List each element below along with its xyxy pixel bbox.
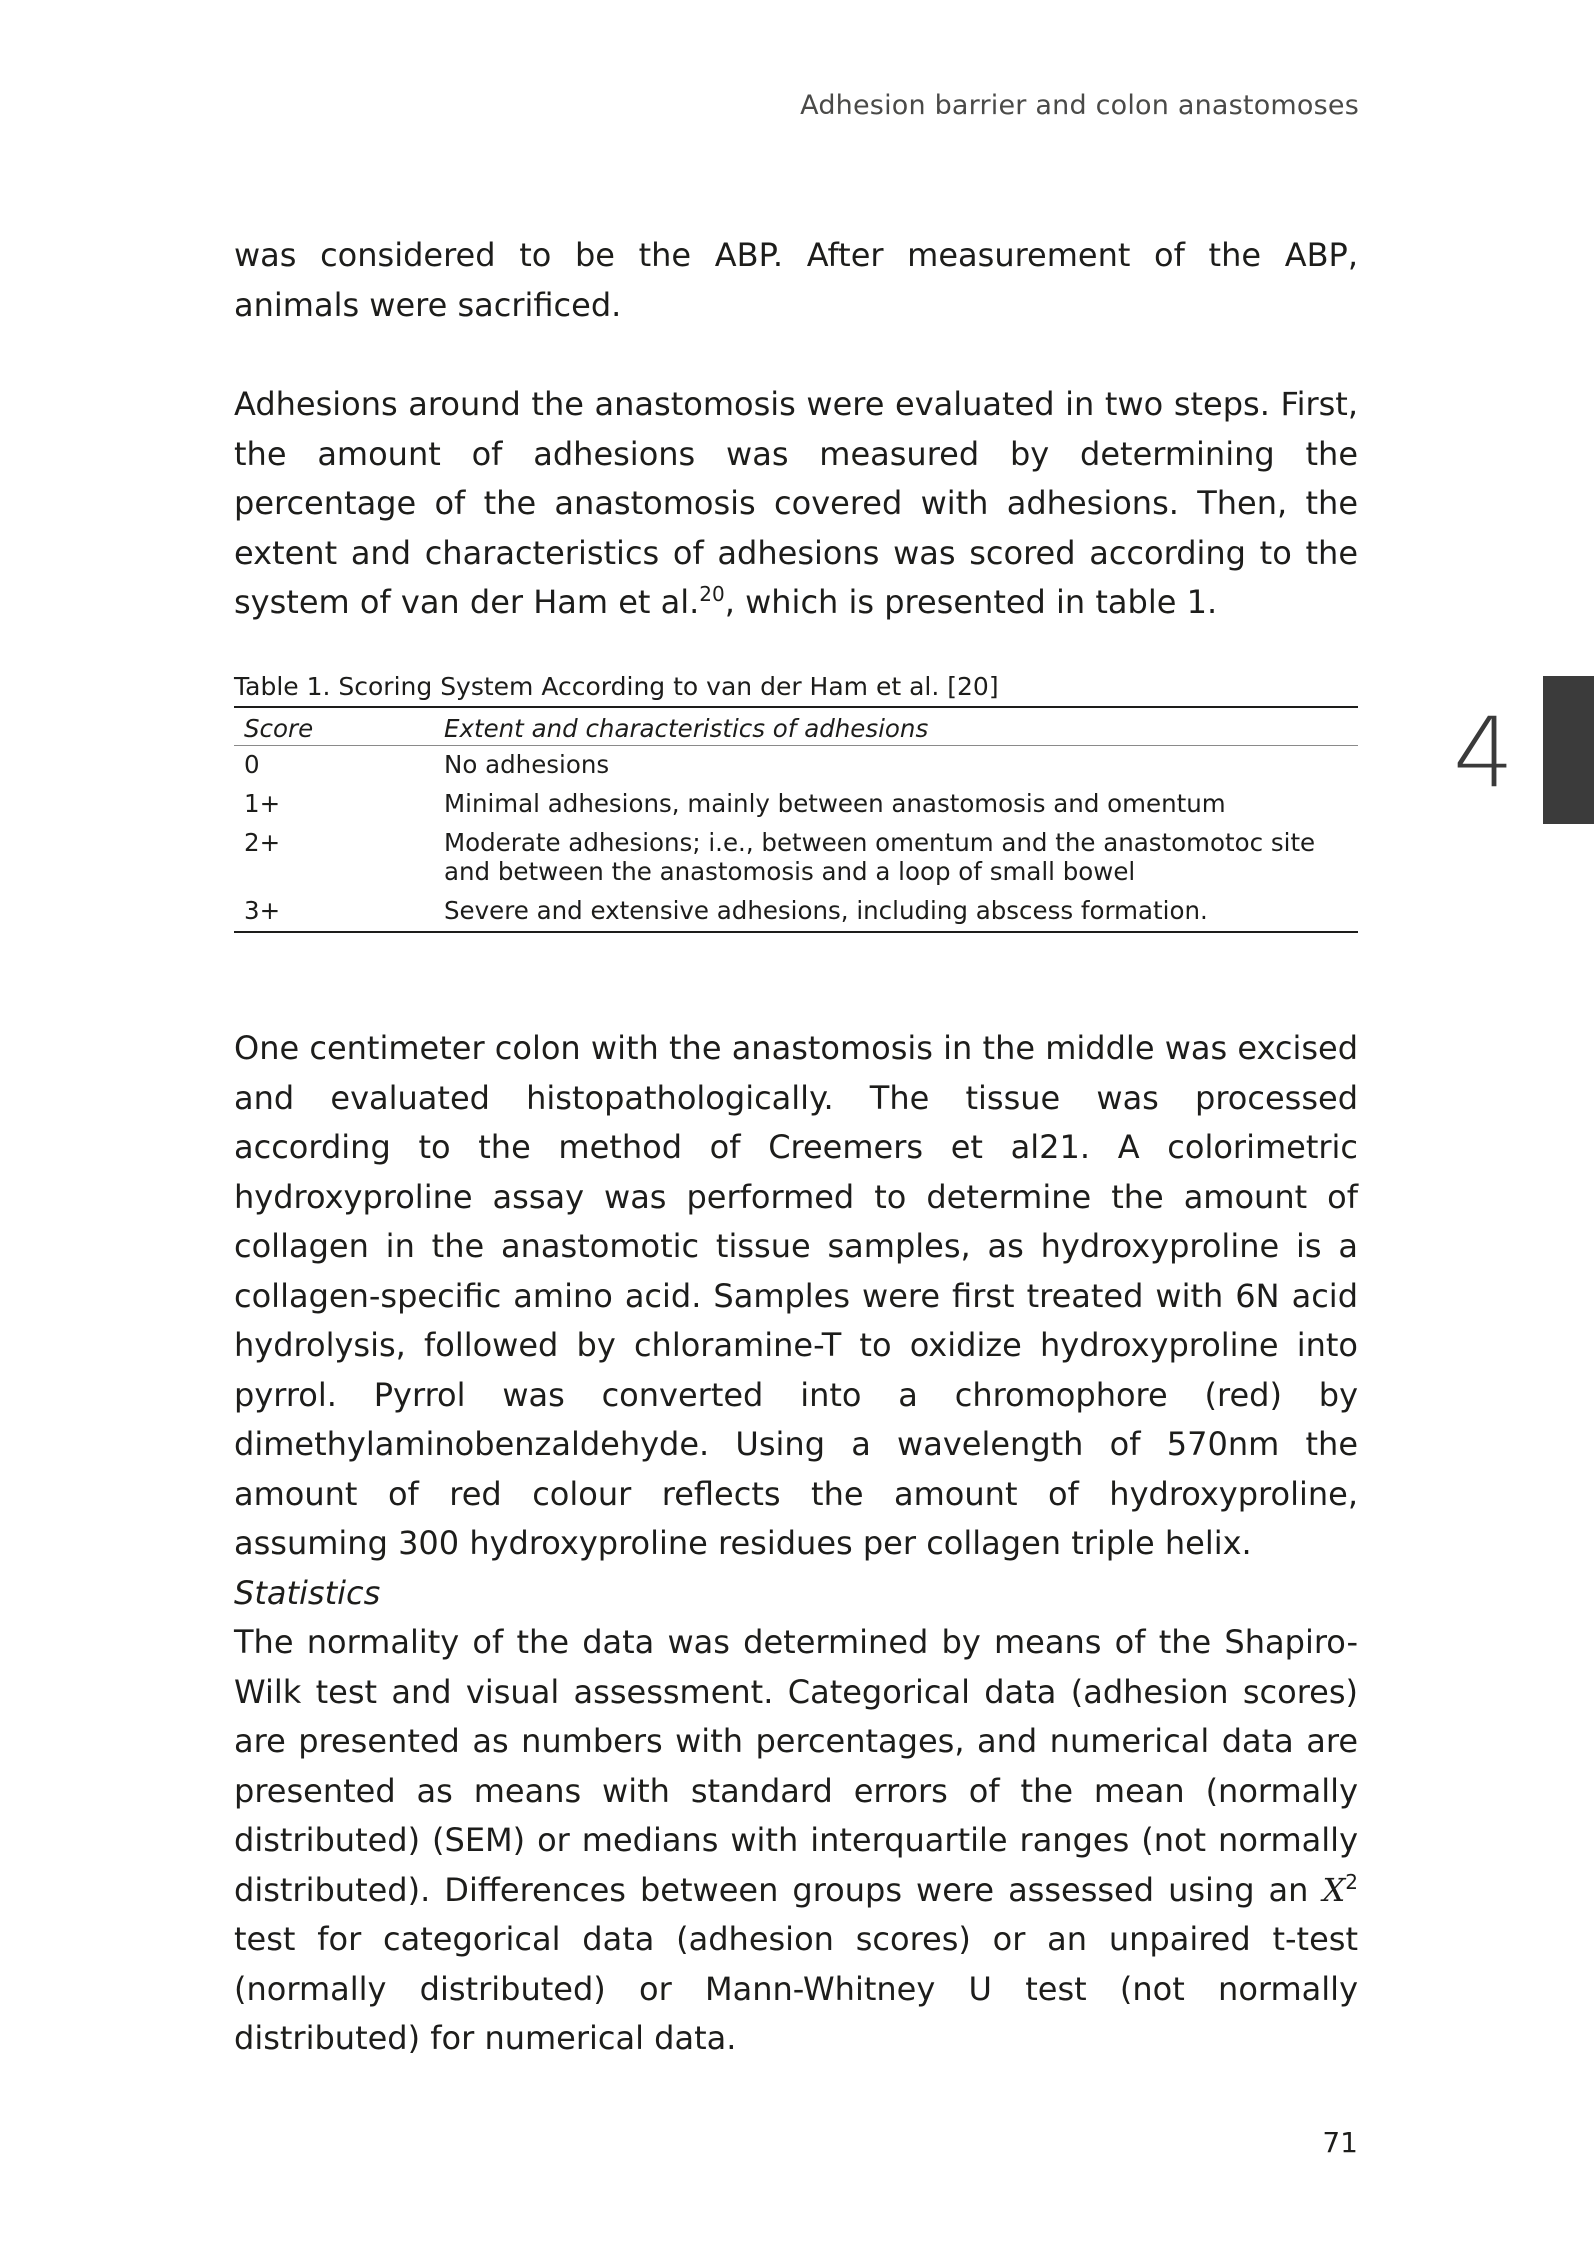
header-extent: Extent and characteristics of adhesions [434, 707, 1358, 746]
table-header-row [234, 707, 1358, 746]
chapter-tab-marker [1543, 676, 1594, 824]
description-cell: No adhesions [444, 750, 610, 779]
chi-square-symbol: X [1322, 1870, 1346, 1909]
chapter-number: 4 [1453, 697, 1515, 809]
paragraph-statistics-text: The normality of the data was determined by means of the Shapiro-Wilk test and visual assessment. Categorical data (adhesion scores) are presented as numbers with percentages, and numerical data are presented as means with standard errors of the mean (normally distributed) (SEM) or medians with interquartile ranges (not normally distributed). Differences between groups were assessed using an [234, 1623, 1358, 1909]
table-row [234, 824, 1358, 892]
statistics-heading: Statistics [234, 1574, 381, 1612]
description-cell: Minimal adhesions, mainly between anastomosis and omentum [444, 789, 1226, 818]
table-row [234, 785, 1358, 824]
table-row [234, 746, 1358, 786]
score-cell: 2+ [244, 828, 281, 857]
running-head: Adhesion barrier and colon anastomoses [800, 90, 1359, 121]
table-row [234, 892, 1358, 932]
score-cell: 3+ [234, 892, 434, 932]
chi-square-exponent: 2 [1345, 1869, 1358, 1894]
reference-superscript: 20 [699, 582, 725, 606]
description-cell: Severe and extensive adhesions, including abscess formation. [434, 892, 1358, 932]
scoring-table [234, 706, 1358, 933]
paragraph-adhesions-tail: , which is presented in table 1. [724, 583, 1218, 621]
page-number: 71 [1322, 2126, 1358, 2159]
paragraph-histopathology: One centimeter colon with the anastomosis in the middle was excised and evaluated histopathologically. The tissue was processed according to the method of Creemers et al21. A colorimetric hydroxyproline assay was performed to determine the amount of collagen in the anastomotic tissue samples, as hydroxyproline is a collagen-specific amino acid. Samples were first treated with 6N acid hydrolysis, followed by chloramine-T to oxidize hydroxyproline into pyrrol. Pyrrol was converted into a chromophore (red) by dimethylaminobenzaldehyde. Using a wavelength of 570nm the amount of red colour reflects the amount of hydroxyproline, assuming 300 hydroxyproline residues per collagen triple helix. [234, 1029, 1358, 1562]
score-cell: 1+ [244, 789, 281, 818]
paragraph-adhesions [234, 380, 1358, 628]
table-caption: Table 1. Scoring System According to van der Ham et al. [20] [234, 672, 999, 701]
paragraph-adhesions-text: Adhesions around the anastomosis were evaluated in two steps. First, the amount of adhesions was measured by determining the percentage of the anastomosis covered with adhesions. Then, the extent and characteristics of adhesions was scored according to the system of van der Ham et al. [234, 385, 1358, 621]
paragraph-statistics [234, 1618, 1358, 2064]
paragraph-abp: was considered to be the ABP. After measurement of the ABP, animals were sacrificed. [234, 236, 1358, 324]
description-cell: Moderate adhesions; i.e., between omentum and the anastomotoc site and between the anastomosis and a loop of small bowel [444, 828, 1316, 886]
header-score: Score [234, 707, 434, 746]
score-cell: 0 [244, 750, 260, 779]
paragraph-statistics-tail: test for categorical data (adhesion scores) or an unpaired t-test (normally distributed) or Mann-Whitney U test (not normally distributed) for numerical data. [234, 1920, 1358, 2057]
